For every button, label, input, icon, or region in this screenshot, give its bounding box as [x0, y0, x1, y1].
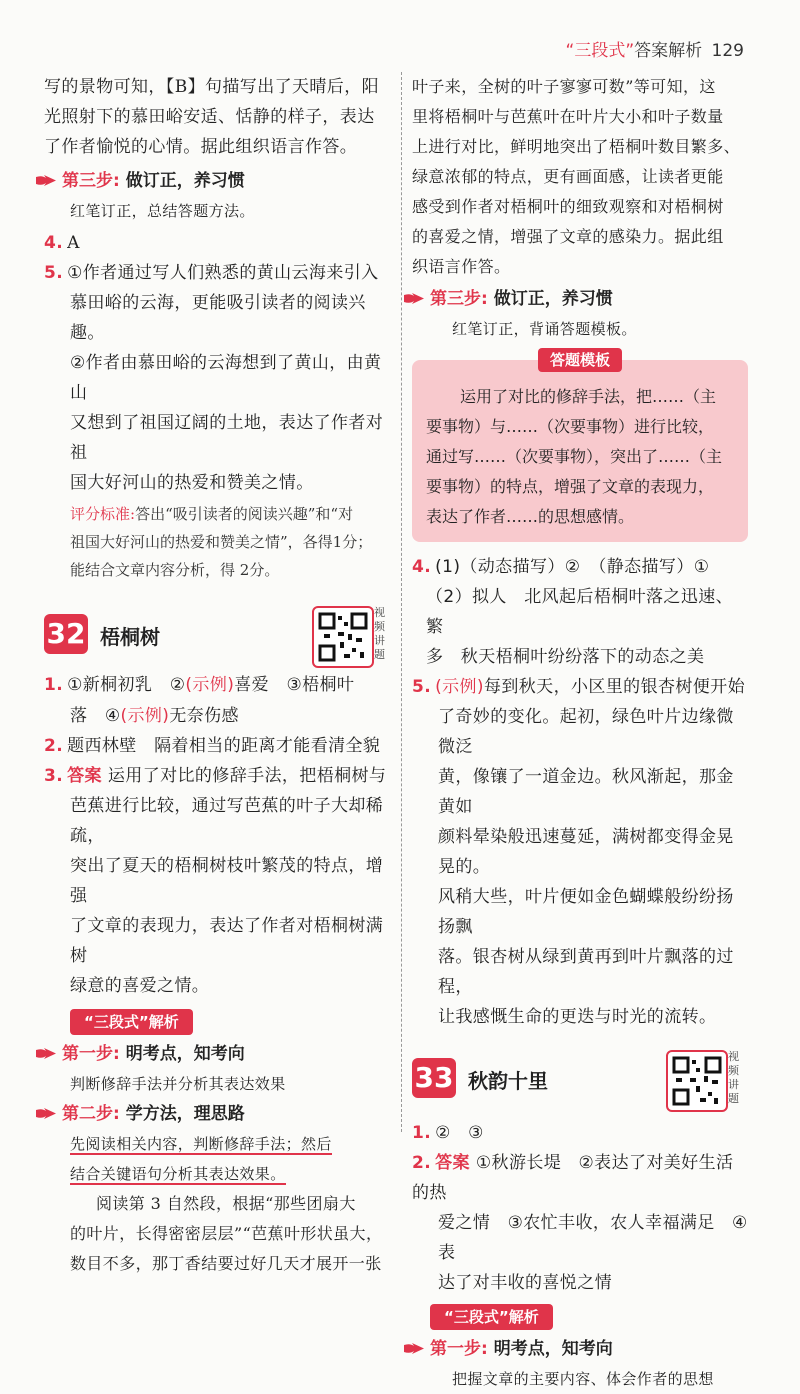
- reading-line: 阅读第 3 自然段，根据“那些团扇大: [96, 1194, 356, 1213]
- step-note: 红笔订正，背诵答题模板。: [452, 320, 637, 338]
- criteria-tag: 评分标准:: [70, 505, 136, 523]
- answer-line: ①秋游长堤 ②表达了对美好生活的热: [412, 1153, 734, 1203]
- header-label: 答案解析: [634, 41, 703, 61]
- answer-line: (1)（动态描写）② （静态描写）①: [435, 557, 710, 577]
- answer-line: 达了对丰收的喜悦之情: [438, 1273, 612, 1293]
- step-label: 第三步:: [430, 289, 488, 309]
- section-32-header: [44, 606, 392, 670]
- step2-heading: [36, 1099, 392, 1129]
- page-header: [566, 36, 744, 61]
- text-line: 了作者愉悦的心情。据此组织语言作答。: [44, 137, 358, 157]
- answer-line: 了文章的表现力，表达了作者对梧桐树满树: [70, 916, 384, 966]
- question-number: 4.: [412, 557, 432, 577]
- answer-line: （2）拟人 北风起后梧桐叶落之迅速、繁: [426, 587, 734, 637]
- qr-code-icon[interactable]: [312, 606, 374, 668]
- answer-part: 喜爱: [234, 675, 270, 695]
- step-text: 学方法，理思路: [125, 1104, 245, 1124]
- text-line: 绿意浓郁的特点，更有画面感，让读者更能: [412, 167, 724, 186]
- answer-part: 落: [70, 706, 88, 726]
- section-title: 秋韵十里: [468, 1069, 548, 1093]
- step-note: 先阅读相关内容，判断修辞手法；然后: [70, 1135, 332, 1153]
- step1-heading: [36, 1039, 392, 1069]
- answer-tag: 答案: [435, 1153, 470, 1173]
- question-number: 4.: [44, 233, 64, 253]
- step-label: 第一步:: [62, 1044, 120, 1064]
- step-label: 第二步:: [62, 1104, 120, 1124]
- answer-line: 让我感慨生命的更迭与时光的流转。: [438, 1007, 717, 1027]
- reading-line: 的叶片，长得密密层层”“芭蕉叶形状虽大，: [70, 1224, 383, 1243]
- example-tag: (示例): [435, 677, 484, 697]
- answer-part: ①新桐初乳: [67, 675, 153, 695]
- template-line: 要事物）的特点，增强了文章的表现力，: [426, 477, 715, 496]
- question-number: 2.: [44, 736, 64, 756]
- qr-code-icon[interactable]: [666, 1050, 728, 1112]
- question-number: 5.: [412, 677, 432, 697]
- answer-text: 题西林壁 隔着相当的距离才能看清全貌: [67, 736, 381, 756]
- question-number: 2.: [412, 1153, 432, 1173]
- answer-line: 爱之情 ③农忙丰收，农人幸福满足 ④表: [438, 1213, 748, 1263]
- text-line: 的喜爱之情，增强了文章的感染力。据此组: [412, 227, 724, 246]
- criteria-line: 答出“吸引读者的阅读兴趣”和“对: [135, 505, 354, 523]
- question-number: 1.: [412, 1123, 432, 1143]
- step-note: 结合关键语句分析其表达效果。: [70, 1165, 286, 1183]
- arrow-bullet-icon: [36, 175, 56, 186]
- answer-line: 慕田峪的云海，更能吸引读者的阅读兴趣。: [70, 293, 366, 343]
- answer-line: 绿意的喜爱之情。: [70, 976, 210, 996]
- answer-line: 风稍大些，叶片便如金色蝴蝶般纷纷扬扬飘: [438, 887, 734, 937]
- left-column: [44, 72, 392, 1279]
- question-number: 3.: [44, 766, 64, 786]
- question-number: 5.: [44, 263, 64, 283]
- step-note: 红笔订正，总结答题方法。: [70, 202, 255, 220]
- right-column: [412, 72, 748, 1394]
- question-number: 1.: [44, 675, 64, 695]
- answer-tag: 答案: [67, 766, 102, 786]
- section-number-badge: 32: [44, 614, 88, 654]
- criteria-line: 能结合文章内容分析，得 2分。: [70, 561, 280, 579]
- answer-text: ② ③: [435, 1123, 484, 1143]
- answer-text: A: [67, 233, 80, 253]
- answer-part: 无奈伤感: [169, 706, 239, 726]
- template-line: 运用了对比的修辞手法，把……（主: [460, 387, 717, 406]
- step-label: 第一步:: [430, 1339, 488, 1359]
- arrow-bullet-icon: [36, 1108, 56, 1119]
- step-text: 明考点，知考向: [493, 1339, 613, 1359]
- step-note: 判断修辞手法并分析其表达效果: [70, 1075, 286, 1093]
- analysis-pill: “三段式”解析: [70, 1009, 193, 1035]
- step1-heading: [404, 1334, 748, 1364]
- template-line: 要事物）与……（次要事物）进行比较，: [426, 417, 715, 436]
- example-tag: (示例): [120, 706, 170, 726]
- answer-line: 又想到了祖国辽阔的土地，表达了作者对祖: [70, 413, 384, 463]
- answer-line: 黄，像镶了一道金边。秋风渐起，那金黄如: [438, 767, 734, 817]
- text-line: 里将梧桐叶与芭蕉叶在叶片大小和叶子数量: [412, 107, 724, 126]
- answer-line: ②作者由慕田峪的云海想到了黄山，由黄山: [70, 353, 382, 403]
- answer-line: 运用了对比的修辞手法，把梧桐树与: [107, 766, 387, 786]
- section-title: 梧桐树: [100, 625, 160, 649]
- step-label: 第三步:: [62, 171, 120, 191]
- template-title: 答题模板: [538, 348, 622, 372]
- answer-line: 了奇妙的变化。起初，绿色叶片边缘微微泛: [438, 707, 734, 757]
- arrow-bullet-icon: [36, 1048, 56, 1059]
- page-number: 129: [711, 41, 744, 61]
- answer-line: ①作者通过写人们熟悉的黄山云海来引入: [67, 263, 379, 283]
- text-line: 叶子来，全树的叶子寥寥可数”等可知，这: [412, 77, 716, 96]
- column-divider: [401, 72, 402, 1132]
- answer-line: 突出了夏天的梧桐树枝叶繁茂的特点，增强: [70, 856, 384, 906]
- answer-line: 颜料晕染般迅速蔓延，满树都变得金晃晃的。: [438, 827, 734, 877]
- step3-heading: [404, 284, 748, 314]
- arrow-bullet-icon: [404, 293, 424, 304]
- analysis-pill: “三段式”解析: [430, 1304, 553, 1330]
- text-line: 写的景物可知，【B】句描写出了天晴后，阳: [44, 77, 379, 97]
- arrow-bullet-icon: [404, 1343, 424, 1354]
- answer-part: ④: [104, 706, 121, 726]
- step-text: 明考点，知考向: [125, 1044, 245, 1064]
- qr-label: 视频讲题: [374, 606, 385, 661]
- answer-line: 每到秋天，小区里的银杏树便开始: [483, 677, 745, 697]
- text-line: 织语言作答。: [412, 257, 511, 276]
- step-note: 把握文章的主要内容、体会作者的思想: [452, 1370, 714, 1388]
- section-number-badge: 33: [412, 1058, 456, 1098]
- criteria-line: 祖国大好河山的热爱和赞美之情”，各得1分；: [70, 533, 373, 551]
- header-brand: “三段式”: [565, 41, 635, 61]
- text-line: 上进行对比，鲜明地突出了梧桐叶数目繁多、: [412, 137, 741, 156]
- answer-line: 芭蕉进行比较，通过写芭蕉的叶子大却稀疏，: [70, 796, 384, 846]
- template-line: 通过写……（次要事物），突出了……（主: [426, 447, 723, 466]
- text-line: 感受到作者对梧桐叶的细致观察和对梧桐树: [412, 197, 724, 216]
- step-text: 做订正，养习惯: [125, 171, 245, 191]
- answer-line: 落。银杏树从绿到黄再到叶片飘落的过程，: [438, 947, 734, 997]
- step3-heading: [36, 166, 392, 196]
- qr-label: 视频讲题: [728, 1050, 739, 1105]
- answer-template-box: [412, 351, 748, 542]
- answer-line: 多 秋天梧桐叶纷纷落下的动态之美: [426, 647, 705, 667]
- answer-part: ③梧桐叶: [286, 675, 355, 695]
- text-line: 光照射下的慕田峪安适、恬静的样子，表达: [44, 107, 375, 127]
- answer-part: ②: [169, 675, 186, 695]
- step-text: 做订正，养习惯: [493, 289, 613, 309]
- answer-line: 国大好河山的热爱和赞美之情。: [70, 473, 314, 493]
- section-33-header: [412, 1050, 748, 1114]
- example-tag: (示例): [185, 675, 235, 695]
- template-line: 表达了作者……的思想感情。: [426, 507, 635, 526]
- reading-line: 数目不多，那丁香结要过好几天才展开一张: [70, 1254, 382, 1273]
